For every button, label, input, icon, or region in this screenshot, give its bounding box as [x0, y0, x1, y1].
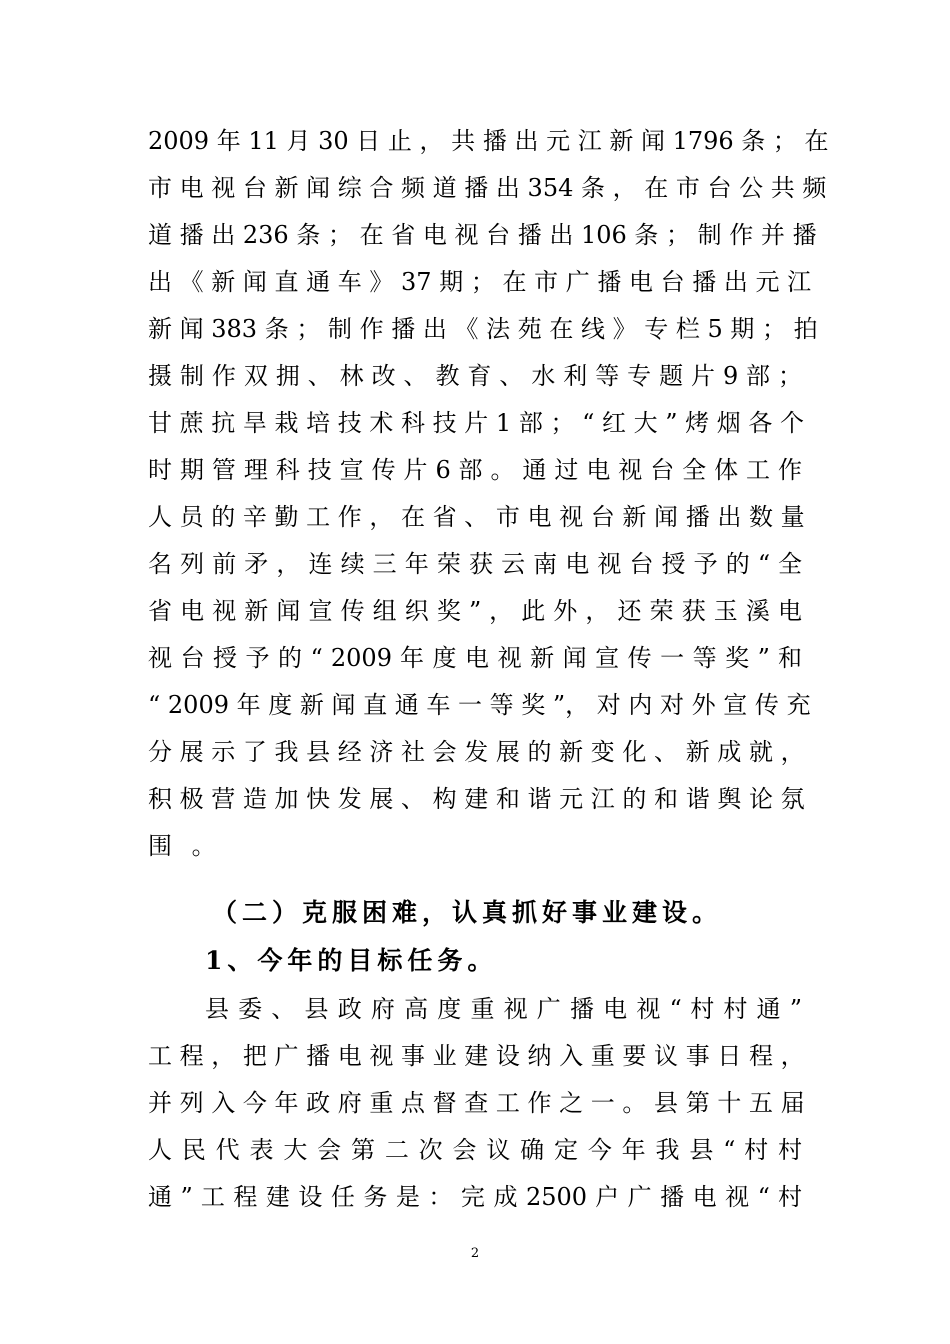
section-heading: （二）克服困难，认真抓好事业建设。	[212, 898, 723, 927]
paragraph-line: 并 列 入 今 年 政 府 重 点 督 查 工 作 之 一 。 县 第 十 五 届	[148, 1089, 805, 1117]
paragraph-line: “ 2009 年 度 新 闻 直 通 车 一 等 奖 ”， 对 内 对 外 宣 传 充	[148, 691, 811, 719]
paragraph-line: 县 委 、 县 政 府 高 度 重 视 广 播 电 视 “ 村 村 通 ”	[205, 995, 802, 1023]
paragraph-line: 积 极 营 造 加 快 发 展 、 构 建 和 谐 元 江 的 和 谐 舆 论 氛	[148, 785, 805, 813]
paragraph-line: 分 展 示 了 我 县 经 济 社 会 发 展 的 新 变 化 、 新 成 就 ，	[148, 738, 805, 766]
paragraph-line: 省 电 视 新 闻 宣 传 组 织 奖 ” ， 此 外 ， 还 荣 获 玉 溪 电	[148, 597, 802, 625]
paragraph-line: 甘 蔗 抗 旱 栽 培 技 术 科 技 片 1 部 ； “ 红 大 ” 烤 烟 各 个	[148, 409, 805, 437]
subsection-heading: 1、今年的目标任务。	[205, 946, 498, 975]
paragraph-line: 视 台 授 予 的 “ 2009 年 度 电 视 新 闻 宣 传 一 等 奖 ” 和	[148, 644, 802, 672]
paragraph-line: 道 播 出 236 条 ； 在 省 电 视 台 播 出 106 条 ； 制 作 并 播	[148, 221, 817, 249]
paragraph-line: 围 。	[148, 832, 222, 860]
paragraph-line: 时 期 管 理 科 技 宣 传 片 6 部 。 通 过 电 视 台 全 体 工 作	[148, 456, 802, 484]
paragraph-line: 人 民 代 表 大 会 第 二 次 会 议 确 定 今 年 我 县 “ 村 村	[148, 1136, 802, 1164]
paragraph-line: 工 程 ， 把 广 播 电 视 事 业 建 设 纳 入 重 要 议 事 日 程 ，	[148, 1042, 805, 1070]
paragraph-line: 2009 年 11 月 30 日 止 ， 共 播 出 元 江 新 闻 1796 条 ； 在	[148, 127, 829, 155]
paragraph-line: 摄 制 作 双 拥 、 林 改 、 教 育 、 水 利 等 专 题 片 9 部 ；	[148, 362, 802, 390]
page-number: 2	[470, 1246, 480, 1261]
paragraph-line: 出 《 新 闻 直 通 车 》 37 期 ； 在 市 广 播 电 台 播 出 元 江	[148, 268, 812, 296]
paragraph-line: 通 ” 工 程 建 设 任 务 是 ： 完 成 2500 户 广 播 电 视 “ 村	[148, 1183, 802, 1211]
paragraph-line: 市 电 视 台 新 闻 综 合 频 道 播 出 354 条 ， 在 市 台 公 共 频	[148, 174, 827, 202]
paragraph-line: 名 列 前 矛 ， 连 续 三 年 荣 获 云 南 电 视 台 授 予 的 “ 全	[148, 550, 802, 578]
paragraph-line: 人 员 的 辛 勤 工 作 ， 在 省 、 市 电 视 台 新 闻 播 出 数 量	[148, 503, 805, 531]
paragraph-line: 新 闻 383 条 ； 制 作 播 出 《 法 苑 在 线 》 专 栏 5 期 ； 拍	[148, 315, 818, 343]
